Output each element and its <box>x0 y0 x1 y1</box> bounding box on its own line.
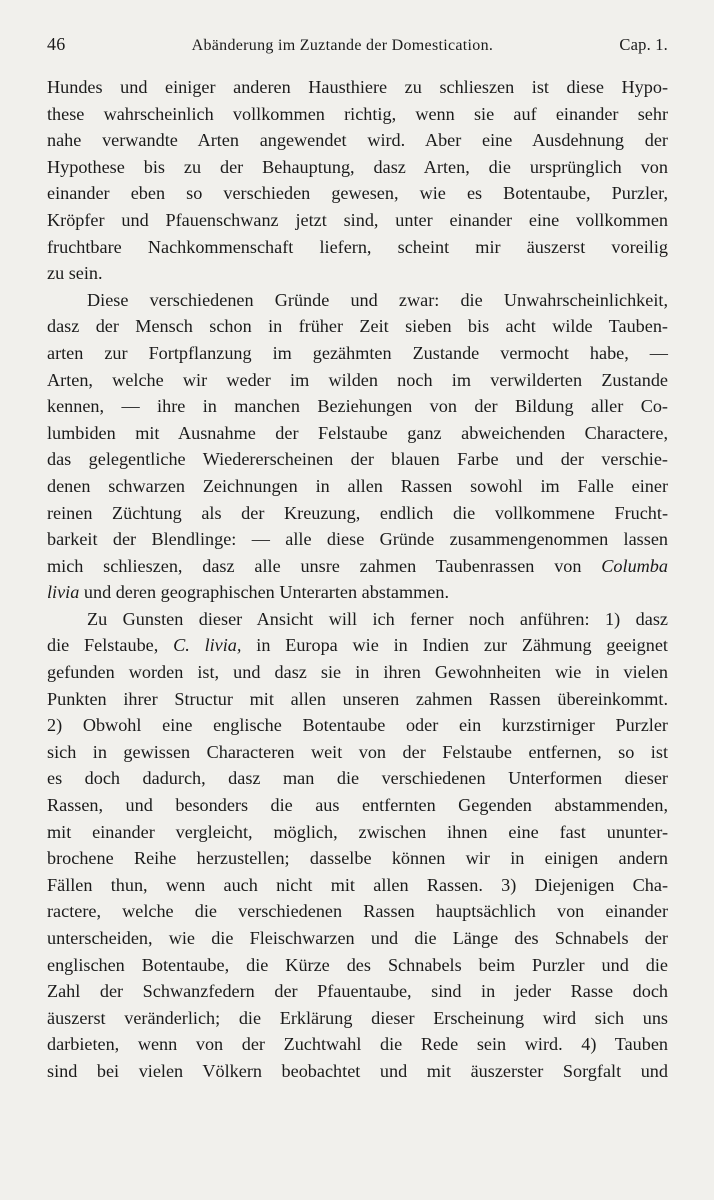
body-text <box>47 74 668 1085</box>
text-line: Fällen thun, wenn auch nicht mit allen Rassen. 3) Diejenigen Cha- <box>47 874 668 895</box>
text-line: lumbiden mit Ausnahme der Felstaube ganz abweichenden Charactere, <box>47 422 668 443</box>
species-name-italic: Columba <box>601 555 668 576</box>
text-line: reinen Züchtung als der Kreuzung, endlich die vollkommene Frucht- <box>47 502 668 523</box>
text-line: mit einander vergleicht, möglich, zwischen ihnen eine fast ununter- <box>47 821 668 842</box>
text-fragment: die Felstaube, <box>47 635 174 656</box>
text-line: es doch dadurch, dasz man die verschiedenen Unterformen dieser <box>47 768 668 789</box>
paragraph-2 <box>47 287 668 606</box>
text-fragment: in Europa wie in Indien zur Zähmung geeignet <box>241 635 668 656</box>
text-line: brochene Reihe herzustellen; dasselbe können wir in einigen andern <box>47 848 668 869</box>
species-name-italic: livia <box>47 582 80 603</box>
paragraph-3 <box>47 606 668 1085</box>
text-line: englischen Botentaube, die Kürze des Schnabels beim Purzler und die <box>47 954 668 975</box>
text-line: einander eben so verschieden gewesen, wie es Botentaube, Purzler, <box>47 183 668 204</box>
species-name-italic: C. livia, <box>173 635 242 656</box>
text-line: fruchtbare Nachkommenschaft liefern, scheint mir äuszerst voreilig <box>47 236 668 257</box>
chapter-label: Cap. 1. <box>619 35 668 54</box>
text-line: 2) Obwohl eine englische Botentaube oder ein kurzstirniger Purzler <box>47 715 668 736</box>
text-line: Hypothese bis zu der Behauptung, dasz Arten, die ursprünglich von <box>47 156 668 177</box>
text-line: dasz der Mensch schon in früher Zeit sieben bis acht wilde Tauben- <box>47 316 668 337</box>
text-line: gefunden worden ist, und dasz sie in ihren Gewohnheiten wie in vielen <box>47 662 668 683</box>
running-title: Abänderung im Zuztande der Domestication. <box>191 37 494 54</box>
text-line-c-livia <box>47 632 668 659</box>
text-line: ractere, welche die verschiedenen Rassen hauptsächlich von einander <box>47 901 668 922</box>
page-number: 46 <box>47 34 66 54</box>
text-line: these wahrscheinlich vollkommen richtig, wenn sie auf einander sehr <box>47 103 668 124</box>
text-line-columba <box>47 553 668 580</box>
text-line: nahe verwandte Arten angewendet wird. Aber eine Ausdehnung der <box>47 130 668 151</box>
text-line: Hundes und einiger anderen Hausthiere zu schlieszen ist diese Hypo- <box>47 77 668 97</box>
text-line: Arten, welche wir weder im wilden noch im verwilderten Zustande <box>47 369 668 390</box>
text-line: kennen, — ihre in manchen Beziehungen von der Bildung aller Co- <box>47 396 668 417</box>
text-line: sich in gewissen Characteren weit von der Felstaube entfernen, so ist <box>47 741 668 762</box>
running-header <box>47 34 668 74</box>
text-fragment: und deren geographischen Unterarten abstammen. <box>79 582 450 603</box>
text-line: denen schwarzen Zeichnungen in allen Rassen sowohl im Falle einer <box>47 475 668 496</box>
text-line: Rassen, und besonders die aus entfernten Gegenden abstammenden, <box>47 795 668 816</box>
text-line: Punkten ihrer Structur mit allen unseren zahmen Rassen übereinkommt. <box>47 688 668 709</box>
paragraph-1 <box>47 74 668 287</box>
text-line: das gelegentliche Wiedererscheinen der blauen Farbe und der verschie- <box>47 449 668 470</box>
text-line: äuszerst veränderlich; die Erklärung dieser Erscheinung wird sich uns <box>47 1007 668 1028</box>
text-line: zu sein. <box>47 263 103 284</box>
text-line: Zu Gunsten dieser Ansicht will ich ferner noch anführen: 1) dasz <box>87 608 668 629</box>
text-line: Zahl der Schwanzfedern der Pfauentaube, sind in jeder Rasse doch <box>47 981 668 1002</box>
text-line: Diese verschiedenen Gründe und zwar: die Unwahrscheinlichkeit, <box>87 289 668 310</box>
text-line: barkeit der Blendlinge: — alle diese Gründe zusammengenommen lassen <box>47 529 668 550</box>
text-fragment: mich schlieszen, dasz alle unsre zahmen Taubenrassen von <box>47 555 602 576</box>
text-line: darbieten, wenn von der Zuchtwahl die Rede sein wird. 4) Tauben <box>47 1034 668 1055</box>
text-line: sind bei vielen Völkern beobachtet und mit äuszerster Sorgfalt und <box>47 1060 668 1081</box>
text-line-livia <box>47 579 668 606</box>
text-line: arten zur Fortpflanzung im gezähmten Zustande vermocht habe, — <box>47 342 668 363</box>
text-line: Kröpfer und Pfauenschwanz jetzt sind, unter einander eine vollkommen <box>47 209 668 230</box>
text-line: unterscheiden, wie die Fleischwarzen und die Länge des Schnabels der <box>47 928 668 948</box>
